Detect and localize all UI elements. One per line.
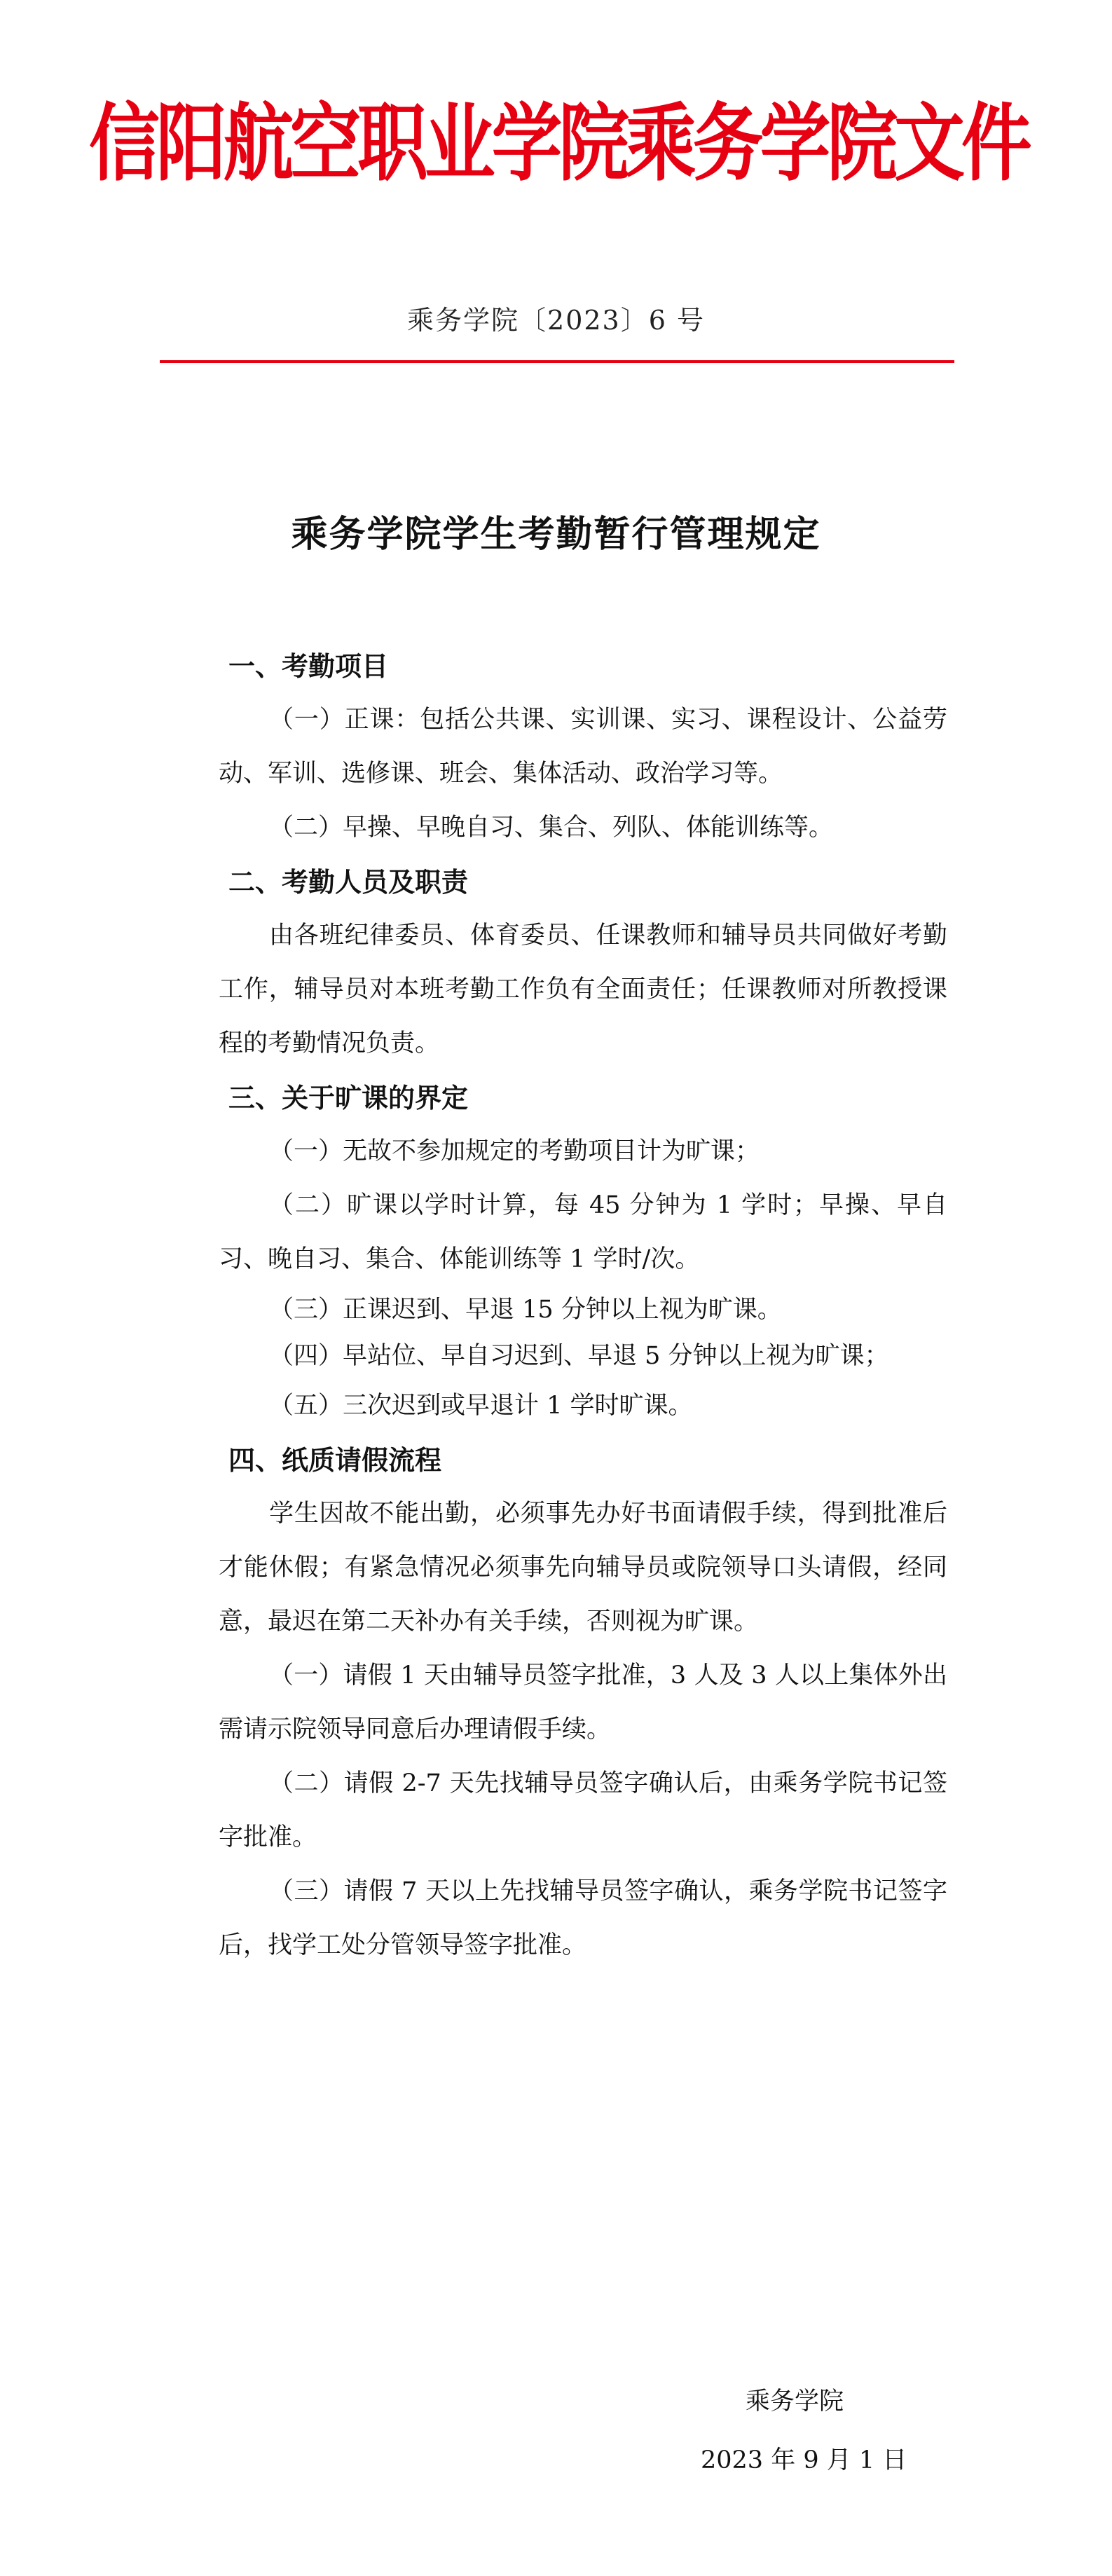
paragraph: （二）早操、早晚自习、集合、列队、体能训练等。 (269, 814, 834, 842)
paragraph: （三）请假 7 天以上先找辅导员签字确认，乘务学院书记签字后，找学工处分管领导签字批准。 (219, 1877, 947, 1959)
paragraph: 学生因故不能出勤，必须事先办好书面请假手续，得到批准后才能休假；有紧急情况必须事先向辅导员或院领导口头请假，经同意，最迟在第二天补办有关手续，否则视为旷课。 (219, 1500, 947, 1636)
document-header-title: 信阳航空职业学院乘务学院文件 (88, 94, 1029, 193)
section-heading: 四、纸质请假流程 (228, 1444, 442, 1476)
paragraph: （三）正课迟到、早退 15 分钟以上视为旷课。 (269, 1296, 782, 1324)
paragraph: （一）无故不参加规定的考勤项目计为旷课； (269, 1137, 760, 1165)
paragraph: （五）三次迟到或早退计 1 学时旷课。 (269, 1392, 693, 1420)
paragraph: （二）旷课以学时计算，每 45 分钟为 1 学时；早操、早自习、晚自习、集合、体能训练等 1 学时/次。 (219, 1191, 947, 1273)
section-heading: 三、关于旷课的界定 (228, 1082, 469, 1114)
paragraph: （一）请假 1 天由辅导员签字批准，3 人及 3 人以上集体外出需请示院领导同意后办理请假手续。 (219, 1662, 947, 1743)
document-body (219, 639, 947, 1973)
paragraph: 由各班纪律委员、体育委员、任课教师和辅导员共同做好考勤工作，辅导员对本班考勤工作负有全面责任；任课教师对所教授课程的考勤情况负责。 (219, 922, 947, 1057)
document-number: 乘务学院〔2023〕6 号 (407, 305, 705, 336)
red-divider-line (160, 360, 954, 363)
signature-block (701, 2372, 981, 2490)
page-title: 乘务学院学生考勤暂行管理规定 (291, 513, 821, 556)
paragraph: （二）请假 2-7 天先找辅导员签字确认后，由乘务学院书记签字批准。 (219, 1769, 947, 1851)
paragraph: （一）正课：包括公共课、实训课、实习、课程设计、公益劳动、军训、选修课、班会、集体活动、政治学习等。 (219, 706, 947, 788)
section-heading: 二、考勤人员及职责 (228, 866, 469, 898)
signature-department: 乘务学院 (746, 2387, 844, 2416)
signature-date: 2023 年 9 月 1 日 (701, 2446, 907, 2474)
paragraph: （四）早站位、早自习迟到、早退 5 分钟以上视为旷课； (269, 1342, 889, 1370)
section-heading: 一、考勤项目 (228, 650, 389, 682)
